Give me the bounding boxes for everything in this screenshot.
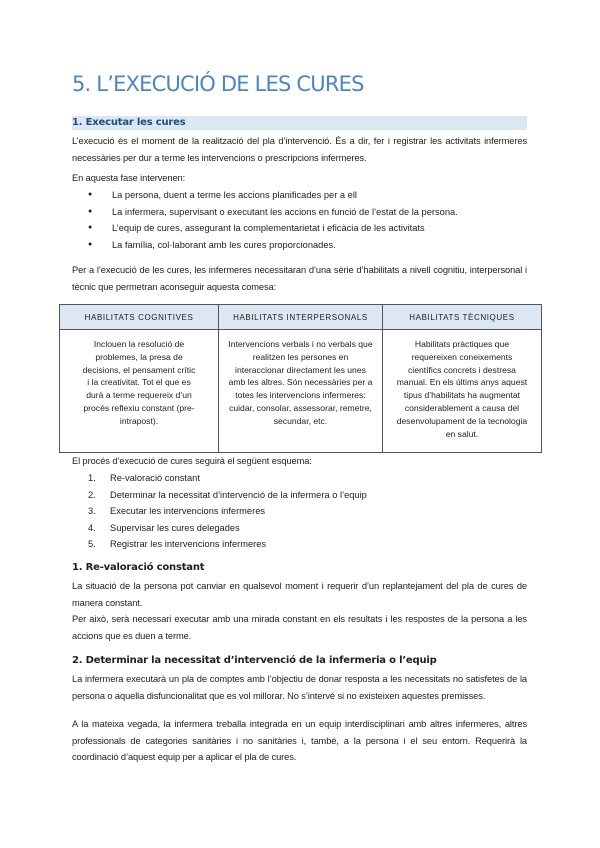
list-item: [72, 536, 527, 553]
table-cell-interpersonals: Intervencions verbals i no verbals que realitzen les persones en interaccionar directament les unes amb les altres. Són necessàries per a totes les intervencions infermeres: cuidar, consolar, assessorar, remetre, secundar, etc.: [219, 330, 383, 453]
participants-list: [72, 187, 527, 253]
page-title: 5. L’EXECUCIÓ DE LES CURES: [72, 72, 364, 96]
paragraph-proces-intro: El procés d’execució de cures seguirà el següent esquema:: [72, 456, 312, 466]
list-item: [72, 487, 527, 504]
paragraph-fase-intro: En aquesta fase intervenen:: [72, 173, 186, 183]
step-number: 3.: [88, 506, 96, 516]
section-heading-executar: 1. Executar les cures: [72, 116, 527, 130]
step-label: Supervisar les cures delegades: [110, 522, 240, 533]
paragraph-execucio-definicio: L’execució és el moment de la realització del pla d’intervenció. És a dir, fer i registrar les activitats infermeres necessàries per dur a terme les intervencions o prescripcions infermeres.: [72, 136, 527, 163]
list-item: ● La infermera, supervisant o executant les accions en funció de l’estat de la persona.: [72, 204, 527, 221]
step-number: 5.: [88, 539, 96, 549]
step-number: 2.: [88, 489, 96, 500]
process-steps-list: [72, 470, 527, 553]
step-label: Re-valoració constant: [110, 473, 200, 483]
paragraph-determinar-2: A la mateixa vegada, la infermera treballa integrada en un equip interdisciplinari amb altres infermeres, altres professionals de categories sanitàries i no sanitàries i, també, a la persona i el seu entorn. Requerirà la coordinació d’aquest equip per a aplicar el pla de cures.: [72, 719, 527, 762]
list-item: ● La persona, duent a terme les accions planificades per a ell: [72, 187, 527, 204]
step-label: Registrar les intervencions infermeres: [110, 539, 267, 549]
table-header-interpersonals: HABILITATS INTERPERSONALS: [219, 305, 383, 330]
table-header-cognitives: HABILITATS COGNITIVES: [60, 305, 219, 330]
subsection-heading-revaloracio: 1. Re-valoració constant: [72, 562, 205, 573]
step-number: 1.: [88, 473, 96, 483]
paragraph-revaloracio-1: La situació de la persona pot canviar en qualsevol moment i requerir d’un replantejament del pla de cures de manera constant.: [72, 581, 527, 608]
skills-table: [59, 304, 542, 453]
table-cell-tecniques: Habilitats pràctiques que requereixen coneixements científics concrets i destresa manual. En els últims anys aquest tipus d’habilitats ha augmentat considerablement a causa del desenvolupament de la tecnologia en salut.: [382, 330, 541, 453]
step-label: Determinar la necessitat d’intervenció de la infermera o l’equip: [110, 489, 367, 500]
table-header-tecniques: HABILITATS TÈCNIQUES: [382, 305, 541, 330]
step-label: Executar les intervencions infermeres: [110, 506, 266, 516]
list-item: [72, 520, 527, 537]
table-header-row: [60, 305, 542, 330]
table-cell-cognitives: Inclouen la resolució de problemes, la presa de decisions, el pensament crític i la creativitat. Tot el que es durà a terme requereix d’un procés reflexiu constant (pre-intrapost).: [60, 330, 219, 453]
paragraph-revaloracio-2: Per això, serà necessari executar amb una mirada constant en els resultats i les respostes de la persona a les accions que es duen a terme.: [72, 614, 527, 641]
paragraph-determinar-1: La infermera executarà un pla de comptes amb l’objectiu de donar resposta a les necessitats no satisfetes de la persona o aquella disfuncionalitat que es vol millorar. No s’intervé si no existeixen aquestes premisses.: [72, 674, 527, 701]
list-item: [72, 470, 527, 487]
step-number: 4.: [88, 522, 96, 533]
table-row: [60, 330, 542, 453]
list-item: ● La família, col·laborant amb les cures proporcionades.: [72, 237, 527, 254]
paragraph-habilitats-intro: Per a l’execució de les cures, les infermeres necessitaran d’una sèrie d’habilitats a nivell cognitiu, interpersonal i tècnic que permetran aconseguir aquesta comesa:: [72, 265, 527, 292]
subsection-heading-determinar: 2. Determinar la necessitat d’intervenció de la infermeria o l’equip: [72, 655, 437, 666]
list-item: ● L’equip de cures, assegurant la complementarietat i eficàcia de les activitats: [72, 220, 527, 237]
list-item: [72, 503, 527, 520]
